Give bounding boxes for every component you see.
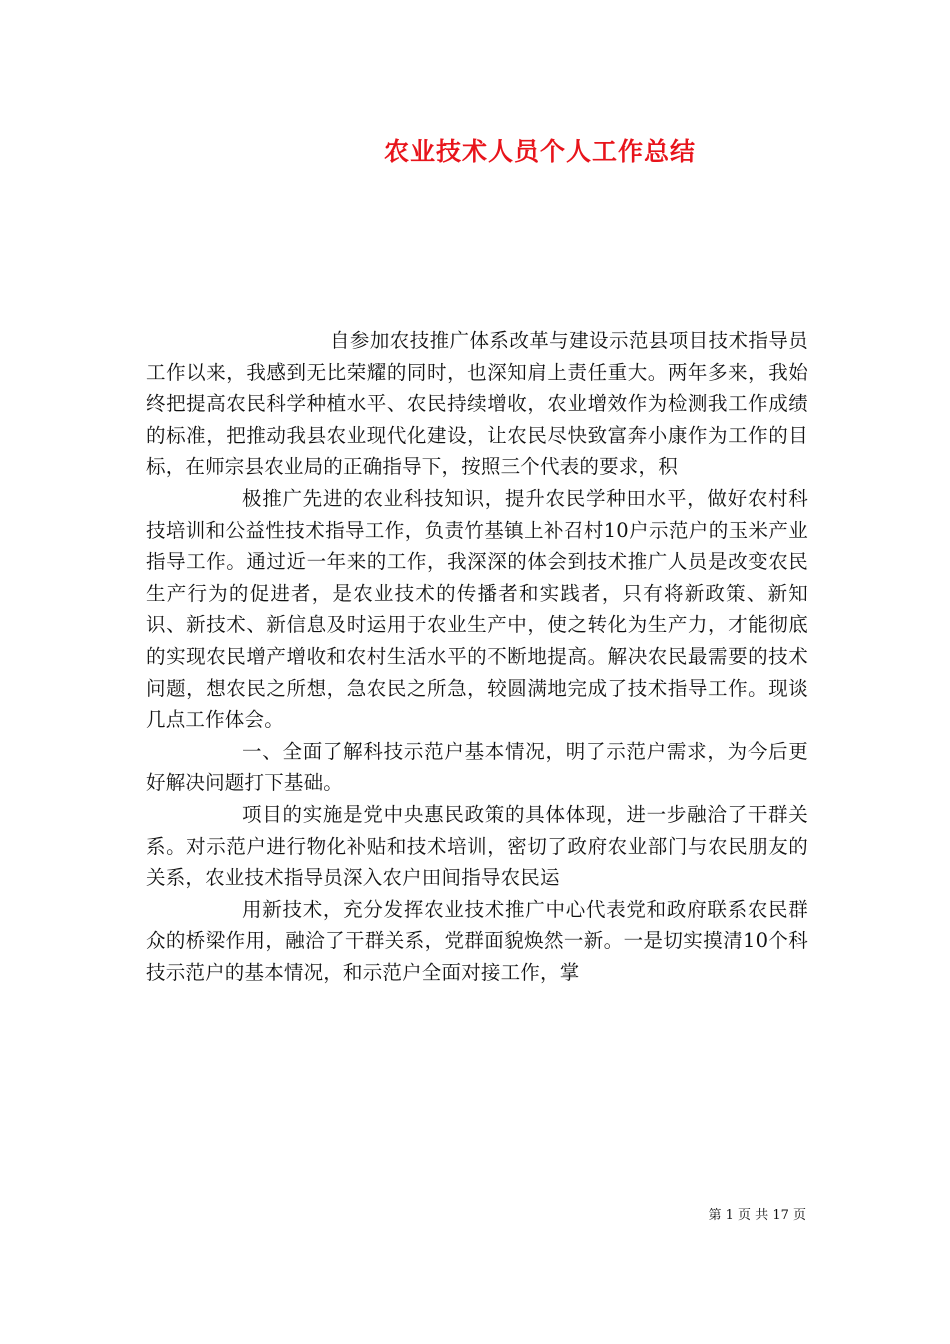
paragraph-1: 自参加农技推广体系改革与建设示范县项目技术指导员工作以来，我感到无比荣耀的同时，也深知肩上责任重大。两年多来，我始终把提高农民科学种植水平、农民持续增收，农业增效作为检测我工作成绩的标准，把推动我县农业现代化建设，让农民尽快致富奔小康作为工作的目标，在师宗县农业局的正确指导下，按照三个代表的要求，积	[146, 329, 808, 479]
document-body	[146, 325, 808, 988]
paragraph-2: 极推广先进的农业科技知识，提升农民学种田水平，做好农村科技培训和公益性技术指导工作，负责竹基镇上补召村10户示范户的玉米产业指导工作。通过近一年来的工作，我深深的体会到技术推广人员是改变农民生产行为的促进者，是农业技术的传播者和实践者，只有将新政策、新知识、新技术、新信息及时运用于农业生产中，使之转化为生产力，才能彻底的实现农民增产增收和农村生活水平的不断地提高。解决农民最需要的技术问题，想农民之所想，急农民之所急，较圆满地完成了技术指导工作。现谈几点工作体会。	[146, 486, 808, 732]
page-number: 第 1 页 共 17 页	[708, 1208, 806, 1223]
paragraph-3-heading: 一、全面了解科技示范户基本情况，明了示范户需求，为今后更好解决问题打下基础。	[146, 739, 808, 795]
paragraph-5: 用新技术，充分发挥农业技术推广中心代表党和政府联系农民群众的桥梁作用，融洽了干群关系，党群面貌焕然一新。一是切实摸清10个科技示范户的基本情况，和示范户全面对接工作，掌	[146, 897, 808, 984]
document-title: 农业技术人员个人工作总结	[383, 137, 696, 166]
paragraph-4: 项目的实施是党中央惠民政策的具体体现，进一步融洽了干群关系。对示范户进行物化补贴和技术培训，密切了政府农业部门与农民朋友的关系，农业技术指导员深入农户田间指导农民运	[146, 802, 808, 890]
